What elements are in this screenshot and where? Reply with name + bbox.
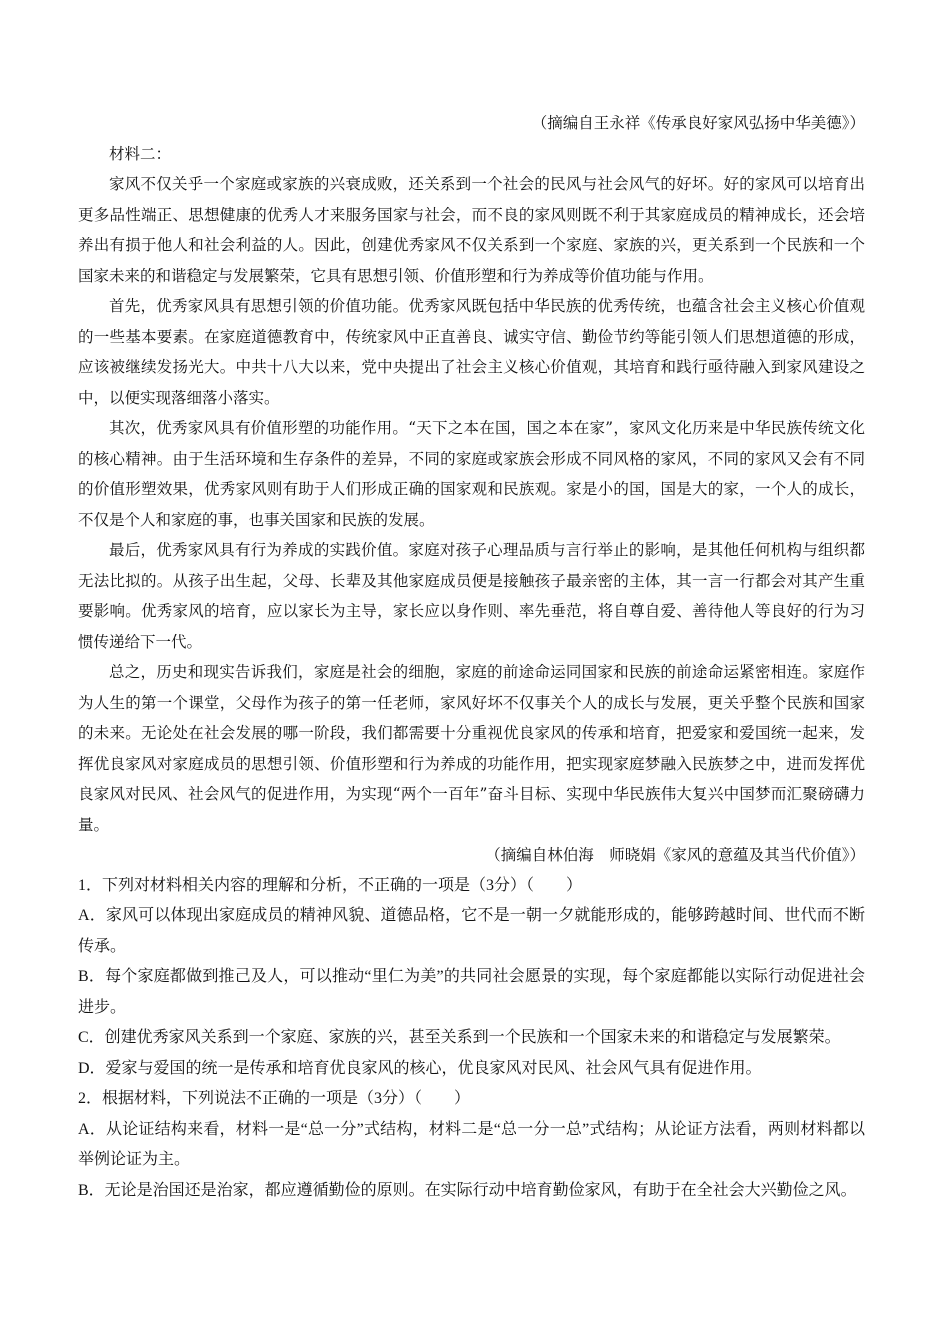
question-1-option-d: D．爱家与爱国的统一是传承和培育优良家风的核心，优良家风对民风、社会风气具有促进作用。 bbox=[78, 1059, 762, 1077]
paragraph-5: 总之，历史和现实告诉我们，家庭是社会的细胞，家庭的前途命运同国家和民族的前途命运紧密相连。家庭作为人生的第一个课堂，父母作为孩子的第一任老师，家风好坏不仅事关个人的成长与发展，更关乎整个民族和国家的未来。无论处在社会发展的哪一阶段，我们都需要十分重视优良家风的传承和培育，把爱家和爱国统一起来，发挥优良家风对家庭成员的思想引领、价值形塑和行为养成的功能作用，把实现家庭梦融入民族梦之中，进而发挥优良家风对民风、社会风气的促进作用，为实现“两个一百年”奋斗目标、实现中华民族伟大复兴中国梦而汇聚磅礴力量。 bbox=[78, 663, 865, 834]
paragraph-3: 其次，优秀家风具有价值形塑的功能作用。“天下之本在国，国之本在家”，家风文化历来是中华民族传统文化的核心精神。由于生活环境和生存条件的差异，不同的家庭或家族会形成不同风格的家风，不同的家风又会有不同的价值形塑效果，优秀家风则有助于人们形成正确的国家观和民族观。家是小的国，国是大的家，一个人的成长，不仅是个人和家庭的事，也事关国家和民族的发展。 bbox=[78, 419, 865, 529]
paragraph-4: 最后，优秀家风具有行为养成的实践价值。家庭对孩子心理品质与言行举止的影响，是其他任何机构与组织都无法比拟的。从孩子出生起，父母、长辈及其他家庭成员便是接触孩子最亲密的主体，其一言一行都会对其产生重要影响。优秀家风的培育，应以家长为主导，家长应以身作则、率先垂范，将自尊自爱、善待他人等良好的行为习惯传递给下一代。 bbox=[78, 541, 865, 651]
question-2-stem: 2．根据材料，下列说法不正确的一项是（3分）（ ） bbox=[78, 1090, 471, 1107]
source-citation-1: （摘编自王永祥《传承良好家风弘扬中华美德》） bbox=[531, 114, 865, 132]
question-1-stem: 1．下列对材料相关内容的理解和分析，不正确的一项是（3分）（ ） bbox=[78, 876, 583, 894]
material-2-heading: 材料二： bbox=[109, 144, 172, 163]
question-1-option-c: C．创建优秀家风关系到一个家庭、家族的兴，甚至关系到一个民族和一个国家未来的和谐稳定与发展繁荣。 bbox=[78, 1029, 841, 1046]
question-1-option-a: A．家风可以体现出家庭成员的精神风貌、道德品格，它不是一朝一夕就能形成的，能够跨越时间、世代而不断传承。 bbox=[78, 907, 865, 955]
source-citation-2: （摘编自林伯海 师晓娟《家风的意蕴及其当代价值》） bbox=[485, 846, 865, 864]
question-2-option-a: A．从论证结构来看，材料一是“总一分”式结构，材料二是“总一分一总”式结构；从论证方法看，两则材料都以举例论证为主。 bbox=[78, 1120, 865, 1168]
question-2-option-b: B．无论是治国还是治家，都应遵循勤俭的原则。在实际行动中培育勤俭家风，有助于在全社会大兴勤俭之风。 bbox=[78, 1181, 857, 1199]
paragraph-1: 家风不仅关乎一个家庭或家族的兴衰成败，还关系到一个社会的民风与社会风气的好坏。好的家风可以培育出更多品性端正、思想健康的优秀人才来服务国家与社会，而不良的家风则既不利于其家庭成员的精神成长，还会培养出有损于他人和社会利益的人。因此，创建优秀家风不仅关系到一个家庭、家族的兴，更关系到一个民族和一个国家未来的和谐稳定与发展繁荣，它具有思想引领、价值形塑和行为养成等价值功能与作用。 bbox=[78, 175, 865, 285]
question-1-option-b: B．每个家庭都做到推己及人，可以推动“里仁为美”的共同社会愿景的实现，每个家庭都能以实际行动促进社会进步。 bbox=[78, 968, 865, 1016]
document-page bbox=[78, 108, 865, 1206]
paragraph-2: 首先，优秀家风具有思想引领的价值功能。优秀家风既包括中华民族的优秀传统，也蕴含社会主义核心价值观的一些基本要素。在家庭道德教育中，传统家风中正直善良、诚实守信、勤俭节约等能引领人们思想道德的形成，应该被继续发扬光大。中共十八大以来，党中央提出了社会主义核心价值观，其培育和践行亟待融入到家风建设之中，以便实现落细落小落实。 bbox=[78, 297, 865, 407]
